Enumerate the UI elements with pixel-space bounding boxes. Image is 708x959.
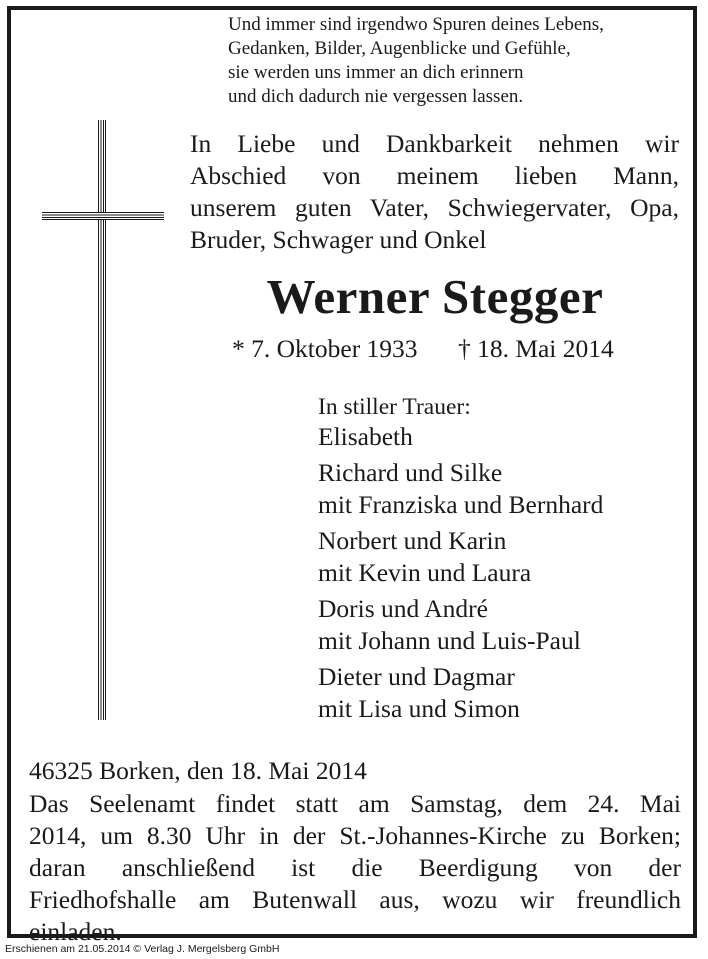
mourner-line: Richard und Silke	[318, 458, 503, 487]
poem-line: und dich dadurch nie vergessen lassen.	[228, 86, 524, 107]
mourner-line: Doris und André	[318, 594, 488, 623]
mourner-line: mit Johann und Luis-Paul	[318, 626, 581, 655]
service-info	[29, 788, 681, 948]
mourner-line: mit Kevin und Laura	[318, 558, 532, 587]
mourner-group	[318, 525, 698, 589]
memorial-poem	[228, 13, 688, 109]
mourners-list	[318, 393, 698, 729]
farewell-text	[190, 128, 679, 256]
poem-line: sie werden uns immer an dich erinnern	[228, 62, 524, 83]
death-date: † 18. Mai 2014	[457, 334, 614, 363]
mourner-group	[318, 593, 698, 657]
deceased-name: Werner Stegger	[266, 269, 604, 324]
publication-footer: Erschienen am 21.05.2014 © Verlag J. Mergelsberg GmbH	[5, 943, 280, 955]
mourner-line: mit Lisa und Simon	[318, 694, 520, 723]
mourners-lead: In stiller Trauer:	[318, 394, 471, 420]
mourner-line: Elisabeth	[318, 422, 413, 451]
birth-date: * 7. Oktober 1933	[232, 334, 418, 363]
farewell-line: In Liebe und Dankbarkeit nehmen wir	[190, 129, 679, 158]
farewell-line: Bruder, Schwager und Onkel	[190, 225, 487, 254]
life-dates	[232, 333, 692, 365]
poem-line: Gedanken, Bilder, Augenblicke und Gefühle,	[228, 38, 571, 59]
mourner-group	[318, 421, 698, 453]
service-line: 2014, um 8.30 Uhr in der St.-Johannes-Kirche zu Borken;	[29, 821, 681, 850]
farewell-line: Abschied von meinem lieben Mann,	[190, 161, 679, 190]
mourner-group	[318, 661, 698, 725]
service-line: Das Seelenamt findet statt am Samstag, dem 24. Mai	[29, 789, 681, 818]
farewell-line: unserem guten Vater, Schwiegervater, Opa,	[190, 193, 679, 222]
cross-icon-vertical-beam	[98, 120, 106, 720]
service-line: Friedhofshalle am Butenwall aus, wozu wir freundlich	[29, 885, 681, 914]
place-and-date: 46325 Borken, den 18. Mai 2014	[29, 756, 367, 785]
mourner-group	[318, 457, 698, 521]
mourner-line: mit Franziska und Bernhard	[318, 490, 604, 519]
poem-line: Und immer sind irgendwo Spuren deines Lebens,	[228, 14, 604, 35]
mourner-line: Norbert und Karin	[318, 526, 507, 555]
service-line: daran anschließend ist die Beerdigung von der	[29, 853, 681, 882]
service-line: einladen.	[29, 917, 122, 946]
mourner-line: Dieter und Dagmar	[318, 662, 515, 691]
cross-icon-horizontal-beam	[42, 212, 164, 220]
